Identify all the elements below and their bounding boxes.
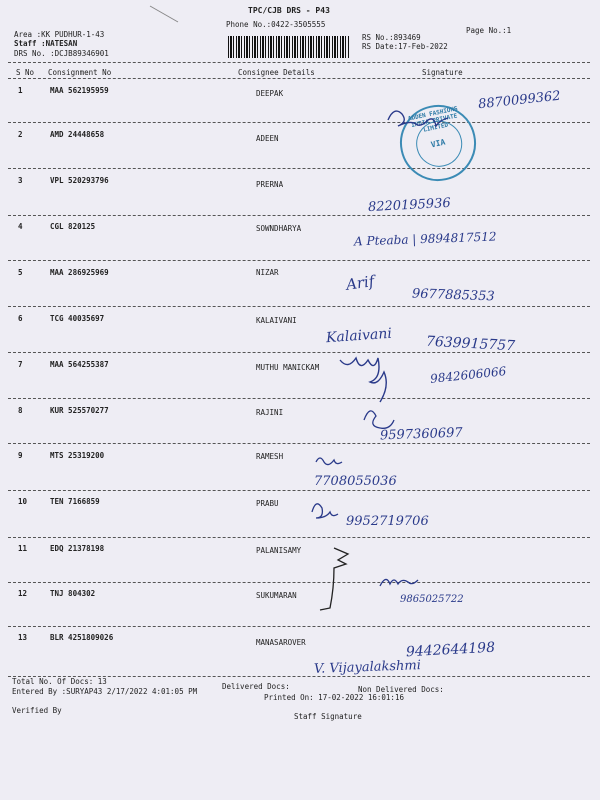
rs-number: RS No.:893469: [362, 33, 421, 42]
delivered-docs: Delivered Docs:: [222, 682, 290, 691]
row-consignment: MAA 562195959: [50, 86, 109, 95]
non-delivered-docs: Non Delivered Docs:: [358, 685, 444, 694]
row-signature: Arif: [344, 272, 376, 294]
area-label: Area :KK PUDHUR-1-43: [14, 30, 105, 39]
row-consignment: EDQ 21378198: [50, 544, 105, 553]
row-handwritten: 8220195936: [367, 195, 452, 216]
row-sno: 5: [18, 268, 23, 277]
signature-palanisamy: [320, 548, 348, 610]
row-consignee: DEEPAK: [256, 89, 284, 98]
staff-signature: Staff Signature: [294, 712, 362, 721]
total-docs: Total No. Of Docs: 13: [12, 677, 107, 686]
row-handwritten: 9597360697: [379, 425, 463, 444]
row-sno: 6: [18, 314, 23, 323]
printed-on: Printed On: 17-02-2022 16:01:16: [264, 693, 404, 702]
row-consignment: BLR 4251809026: [50, 633, 114, 642]
col-signature: Signature: [422, 68, 463, 77]
row-consignment: MAA 286925969: [50, 268, 109, 277]
col-consignment: Consignment No: [48, 68, 112, 77]
row-consignee: RAMESH: [256, 452, 284, 461]
staff-label: Staff :NATESAN: [14, 39, 78, 48]
row-sno: 10: [18, 497, 28, 506]
signature-deepak: [388, 111, 448, 126]
row-consignee: NIZAR: [256, 268, 279, 277]
stamp-text: ADDEN FASHIONS INDIA PRIVATE LIMITED: [407, 105, 459, 134]
row-consignment: AMD 24448658: [50, 130, 105, 139]
row-sno: 13: [18, 633, 28, 642]
drs-number: DRS No. :DCJB89346901: [14, 49, 109, 58]
row-consignment: TCG 40035697: [50, 314, 105, 323]
doc-title: TPC/CJB DRS - P43: [248, 6, 330, 15]
col-consignee: Consignee Details: [238, 68, 315, 77]
row-consignee: PRABU: [256, 499, 279, 508]
signature-prabu: [312, 504, 338, 518]
row-handwritten: 9842606066: [429, 364, 507, 386]
row-sno: 3: [18, 176, 23, 185]
phone-number: Phone No.:0422-3505555: [226, 20, 326, 29]
row-handwritten: 9677885353: [411, 286, 495, 305]
row-consignee: SOWNDHARYA: [256, 224, 302, 233]
row-consignee: ADEEN: [256, 134, 279, 143]
col-sno: S No: [16, 68, 35, 77]
row-consignment: VPL 520293796: [50, 176, 109, 185]
row-consignee: KALAIVANI: [256, 316, 297, 325]
row-handwritten: 7708055036: [314, 474, 397, 489]
signature-muthu: [340, 358, 386, 402]
row-consignee: PRERNA: [256, 180, 284, 189]
row-consignment: MTS 25319200: [50, 451, 105, 460]
signature-sukumaran: [380, 579, 418, 586]
row-consignment: CGL 820125: [50, 222, 96, 231]
entered-by: Entered By :SURYAP43 2/17/2022 4:01:05 PM: [12, 687, 198, 696]
row-consignee: MANASAROVER: [256, 638, 306, 647]
row-sno: 2: [18, 130, 23, 139]
stamp-center: VIA: [430, 137, 447, 150]
row-handwritten: 9442644198: [405, 639, 496, 661]
row-sno: 9: [18, 451, 23, 460]
row-consignment: MAA 564255387: [50, 360, 109, 369]
row-handwritten: 9952719706: [346, 514, 429, 529]
signature-rajini: [364, 411, 394, 428]
row-sno: 8: [18, 406, 23, 415]
row-consignee: PALANISAMY: [256, 546, 302, 555]
row-handwritten: 9865025722: [400, 594, 464, 605]
row-sno: 4: [18, 222, 23, 231]
row-handwritten: 7639915757: [425, 333, 516, 355]
margin-mark: [150, 6, 178, 22]
row-consignee: RAJINI: [256, 408, 284, 417]
row-sno: 7: [18, 360, 23, 369]
row-signature: Kalaivani: [325, 325, 393, 347]
row-sno: 1: [18, 86, 23, 95]
row-consignment: TEN 7166859: [50, 497, 100, 506]
row-handwritten: 8870099362: [477, 88, 562, 113]
row-handwritten: A Pteaba | 9894817512: [353, 229, 497, 249]
row-sno: 12: [18, 589, 28, 598]
rs-date: RS Date:17-Feb-2022: [362, 42, 448, 51]
signature-ramesh: [316, 458, 342, 465]
verified-by: Verified By: [12, 706, 62, 715]
page-number: Page No.:1: [466, 26, 512, 35]
row-signature: V. Vijayalakshmi: [313, 658, 422, 677]
row-consignment: KUR 525570277: [50, 406, 109, 415]
row-sno: 11: [18, 544, 28, 553]
row-consignment: TNJ 804302: [50, 589, 96, 598]
row-consignee: MUTHU MANICKAM: [256, 363, 320, 372]
row-consignee: SUKUMARAN: [256, 591, 297, 600]
